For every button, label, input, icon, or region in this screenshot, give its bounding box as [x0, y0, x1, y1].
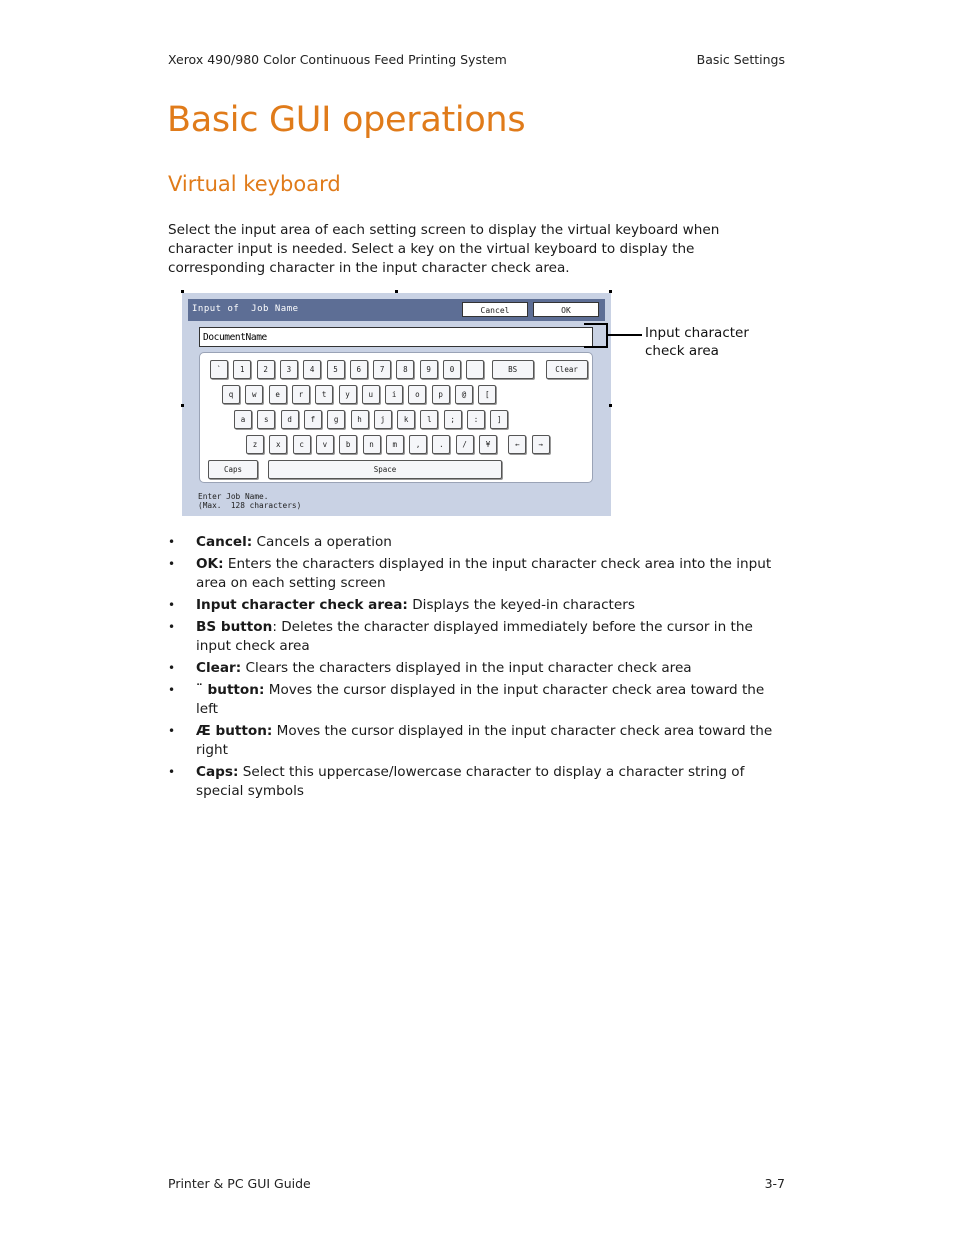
list-item-text: : Deletes the character displayed immediately before the cursor in the input check area [196, 619, 753, 654]
character-key[interactable]: 3 [280, 360, 298, 379]
list-item-text: Moves the cursor displayed in the input character check area toward the right [196, 723, 773, 758]
selection-handle [395, 290, 398, 293]
list-item-text: Moves the cursor displayed in the input character check area toward the left [196, 682, 765, 717]
cancel-button[interactable]: Cancel [462, 302, 528, 317]
list-item-term: Cancel: [196, 534, 253, 550]
character-key[interactable]: / [456, 435, 474, 454]
character-key[interactable]: y [339, 385, 357, 404]
character-key[interactable]: h [351, 410, 369, 429]
list-item-term: Æ button: [196, 723, 273, 739]
ok-button[interactable]: OK [533, 302, 599, 317]
list-item [168, 722, 788, 760]
character-key[interactable]: . [432, 435, 450, 454]
character-key[interactable]: 5 [327, 360, 345, 379]
character-key[interactable]: 8 [396, 360, 414, 379]
callout-line-1: Input character [645, 325, 749, 341]
character-key[interactable]: r [292, 385, 310, 404]
character-key[interactable]: w [245, 385, 263, 404]
intro-paragraph: Select the input area of each setting screen to display the virtual keyboard when character input is needed. Select a key on the virtual keyboard to display the corresponding character in the input character check area. [168, 222, 720, 276]
list-item-text: Select this uppercase/lowercase character to display a character string of special symbols [196, 764, 745, 799]
list-item [168, 659, 788, 678]
character-key[interactable]: 0 [443, 360, 461, 379]
list-item-text: Clears the characters displayed in the input character check area [241, 660, 692, 676]
character-key[interactable]: c [293, 435, 311, 454]
page-title: Basic GUI operations [167, 100, 526, 140]
character-key[interactable]: 9 [420, 360, 438, 379]
callout-bracket [584, 323, 608, 348]
selection-handle [181, 404, 184, 407]
character-key[interactable]: 2 [257, 360, 275, 379]
blank-key[interactable] [466, 360, 484, 379]
virtual-keyboard-screenshot [182, 293, 611, 516]
hint-line-2: (Max. 128 characters) [198, 501, 302, 510]
character-key[interactable]: , [409, 435, 427, 454]
input-value: DocumentName [203, 332, 267, 343]
list-item-term: ¨ button: [196, 682, 265, 698]
list-item-term: OK: [196, 556, 224, 572]
cursor-right-key[interactable]: → [532, 435, 550, 454]
running-header-left: Xerox 490/980 Color Continuous Feed Printing System [168, 52, 507, 67]
list-item [168, 555, 788, 593]
character-key[interactable]: l [420, 410, 438, 429]
input-hint [198, 492, 301, 510]
selection-handle [181, 290, 184, 293]
list-item [168, 533, 788, 552]
running-header-right: Basic Settings [696, 52, 785, 67]
character-key[interactable]: t [315, 385, 333, 404]
character-key[interactable]: 6 [350, 360, 368, 379]
list-item-term: Caps: [196, 764, 239, 780]
character-key[interactable]: p [432, 385, 450, 404]
character-key[interactable]: ¥ [479, 435, 497, 454]
character-key[interactable]: b [339, 435, 357, 454]
character-key[interactable]: f [304, 410, 322, 429]
character-key[interactable]: g [327, 410, 345, 429]
character-key[interactable]: o [408, 385, 426, 404]
section-title: Virtual keyboard [168, 172, 341, 196]
list-item-text: Displays the keyed-in characters [407, 597, 635, 613]
list-item [168, 763, 788, 801]
character-key[interactable]: n [363, 435, 381, 454]
list-item [168, 618, 788, 656]
callout-label [645, 324, 749, 360]
character-key[interactable]: z [246, 435, 264, 454]
character-key[interactable]: i [385, 385, 403, 404]
list-item-text: Cancels a operation [252, 534, 392, 550]
footer-left: Printer & PC GUI Guide [168, 1176, 311, 1191]
feature-list [168, 533, 788, 804]
window-titlebar [188, 299, 605, 321]
character-key[interactable]: 4 [303, 360, 321, 379]
page-number: 3-7 [764, 1176, 785, 1191]
cursor-left-key[interactable]: ← [508, 435, 526, 454]
character-key[interactable]: j [374, 410, 392, 429]
list-item [168, 681, 788, 719]
list-item-term: BS button [196, 619, 273, 635]
character-key[interactable]: q [222, 385, 240, 404]
bs-key[interactable]: BS [492, 360, 534, 379]
clear-key[interactable]: Clear [546, 360, 588, 379]
character-key[interactable]: u [362, 385, 380, 404]
callout-line-2: check area [645, 343, 719, 359]
caps-key[interactable]: Caps [208, 460, 258, 479]
character-key[interactable]: @ [455, 385, 473, 404]
keyboard-panel [199, 352, 593, 483]
callout-leader-line [608, 334, 642, 336]
character-key[interactable]: m [386, 435, 404, 454]
space-key[interactable]: Space [268, 460, 502, 479]
list-item [168, 596, 788, 615]
character-key[interactable]: d [281, 410, 299, 429]
list-item-term: Input character check area: [196, 597, 408, 613]
character-key[interactable]: ; [444, 410, 462, 429]
selection-handle [609, 404, 612, 407]
character-key[interactable]: a [234, 410, 252, 429]
list-item-term: Clear: [196, 660, 242, 676]
character-key[interactable]: 7 [373, 360, 391, 379]
window-title: Input of Job Name [192, 304, 299, 314]
character-key[interactable]: e [269, 385, 287, 404]
input-character-check-area[interactable] [199, 327, 593, 347]
selection-handle [609, 290, 612, 293]
character-key[interactable]: k [397, 410, 415, 429]
character-key[interactable]: 1 [233, 360, 251, 379]
character-key[interactable]: ` [210, 360, 228, 379]
character-key[interactable]: ] [490, 410, 508, 429]
character-key[interactable]: : [467, 410, 485, 429]
character-key[interactable]: s [257, 410, 275, 429]
character-key[interactable]: [ [478, 385, 496, 404]
character-key[interactable]: v [316, 435, 334, 454]
character-key[interactable]: x [269, 435, 287, 454]
hint-line-1: Enter Job Name. [198, 492, 269, 501]
list-item-text: Enters the characters displayed in the input character check area into the input area on each setting screen [196, 556, 772, 591]
